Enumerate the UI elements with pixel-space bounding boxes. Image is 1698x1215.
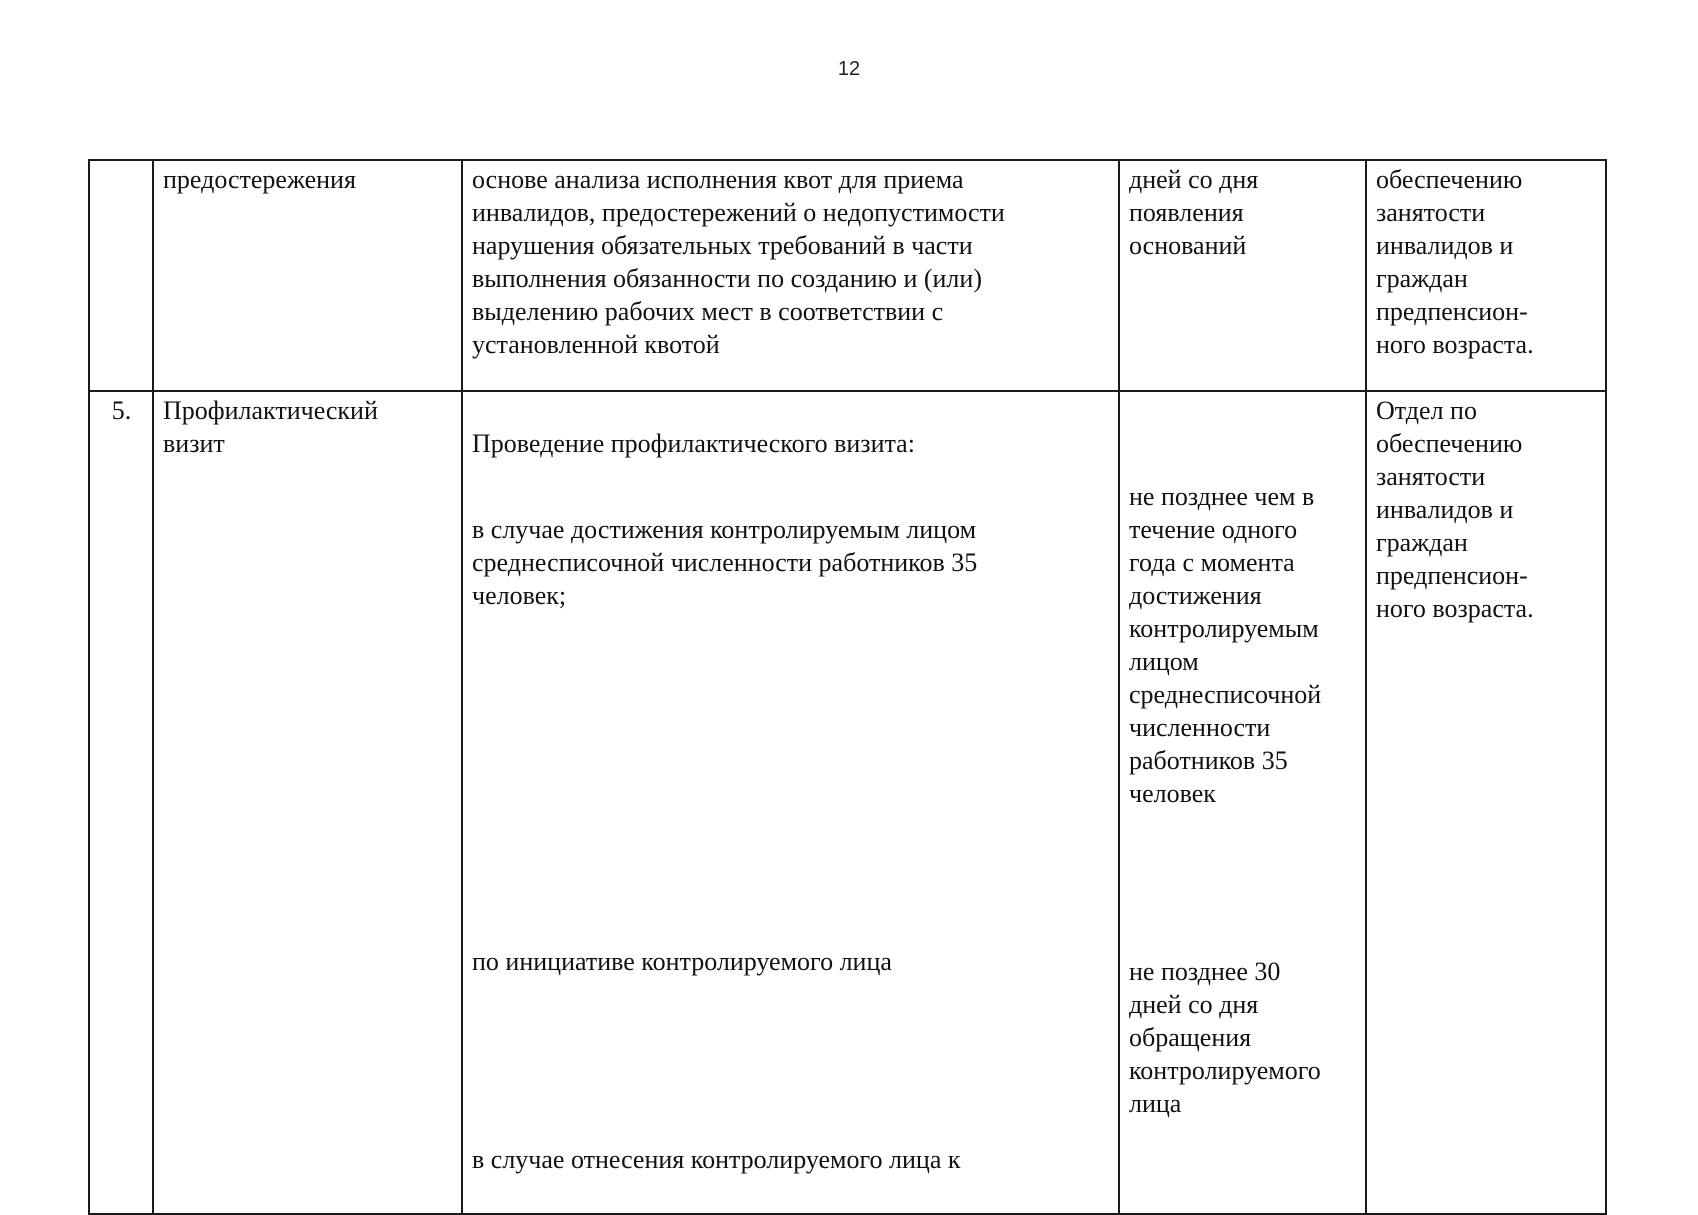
term-item-2: не позднее 30 дней со дня обращения контролируемого лица	[1129, 957, 1321, 1118]
measure-term-cell	[1119, 391, 1366, 1214]
measure-name-cell: предостережения	[153, 160, 462, 391]
description-heading: Проведение профилактического визита:	[472, 429, 915, 458]
measure-item-2: по инициативе контролируемого лица	[472, 947, 892, 976]
measures-table	[88, 159, 1607, 1215]
row-number-cell: 5.	[89, 391, 153, 1214]
responsible-cell: обеспечению занятости инвалидов и граждан предпенсион- ного возраста.	[1366, 160, 1606, 391]
row-number-cell	[89, 160, 153, 391]
measure-description-cell	[462, 391, 1119, 1214]
measure-description-cell: основе анализа исполнения квот для приема инвалидов, предостережений о недопустимости нарушения обязательных требований в части выполнения обязанности по созданию и (или) выделению рабочих мест в соответствии с установленной квотой	[462, 160, 1119, 391]
measure-item-1: в случае достижения контролируемым лицом среднесписочной численности работников 35 человек;	[472, 515, 978, 610]
responsible-cell: Отдел по обеспечению занятости инвалидов и граждан предпенсион- ного возраста.	[1366, 391, 1606, 1214]
table-row-continuation	[89, 160, 1606, 391]
page-number: 12	[837, 58, 861, 80]
measure-term-cell: дней со дня появления оснований	[1119, 160, 1366, 391]
term-item-1: не позднее чем в течение одного года с момента достижения контролируемым лицом среднесписочной численности работников 35 человек	[1129, 482, 1322, 808]
measure-item-3: в случае отнесения контролируемого лица к	[472, 1145, 961, 1174]
table-row-5	[89, 391, 1606, 1214]
measure-name-cell: Профилактический визит	[153, 391, 462, 1214]
